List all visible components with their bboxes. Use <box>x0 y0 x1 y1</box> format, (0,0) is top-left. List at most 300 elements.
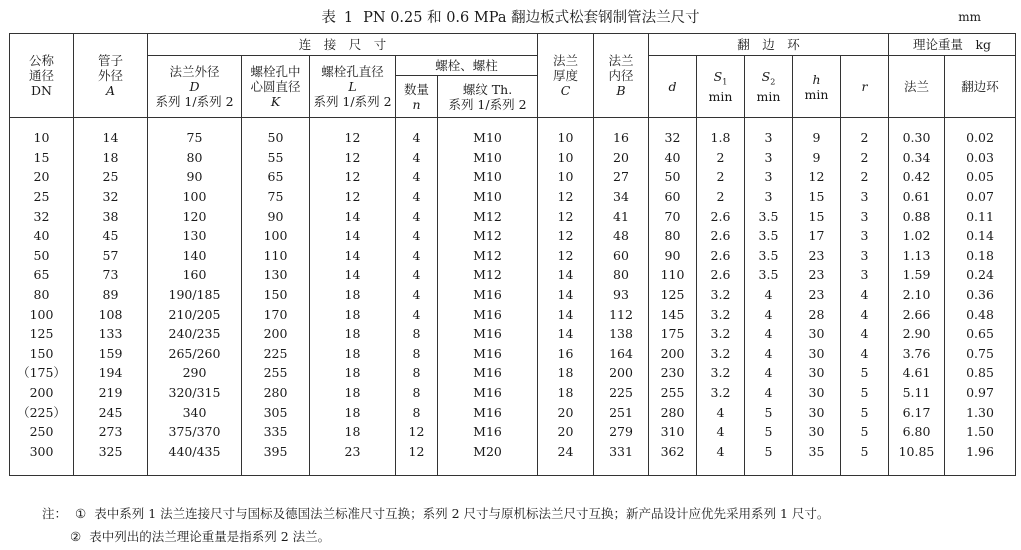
table-cell: 18 <box>310 422 396 442</box>
table-cell: 23 <box>310 442 396 476</box>
table-cell: 0.65 <box>945 324 1016 344</box>
table-row <box>10 363 1016 383</box>
table-cell: 3.5 <box>745 246 793 266</box>
table-cell: 3 <box>841 187 889 207</box>
table-cell: 5 <box>841 422 889 442</box>
header-b: 法兰 内径 B <box>594 34 649 118</box>
table-cell: 0.97 <box>945 383 1016 403</box>
table-cell: 14 <box>310 206 396 226</box>
table-cell: 194 <box>74 363 148 383</box>
table-row <box>10 324 1016 344</box>
table-cell: 27 <box>594 167 649 187</box>
table-cell: 12 <box>396 422 438 442</box>
table-cell: 305 <box>242 402 310 422</box>
table-cell: 50 <box>649 167 697 187</box>
table-cell: 4 <box>841 285 889 305</box>
table-cell: 230 <box>649 363 697 383</box>
table-cell: 4 <box>745 344 793 364</box>
table-cell: M16 <box>438 344 538 364</box>
table-cell: 2.6 <box>697 206 745 226</box>
table-cell: 80 <box>594 265 649 285</box>
table-cell: 18 <box>310 304 396 324</box>
table-cell: 20 <box>10 167 74 187</box>
table-cell: 2 <box>697 148 745 168</box>
table-cell: 325 <box>74 442 148 476</box>
table-cell: 65 <box>242 167 310 187</box>
table-cell: 4 <box>745 304 793 324</box>
table-cell: 395 <box>242 442 310 476</box>
table-cell: （225） <box>10 402 74 422</box>
table-header <box>10 34 1016 118</box>
table-cell: 4.61 <box>889 363 945 383</box>
table-cell: 280 <box>649 402 697 422</box>
table-cell: 14 <box>310 265 396 285</box>
table-cell: 4 <box>697 402 745 422</box>
table-cell: 5 <box>841 383 889 403</box>
header-s1: $S_1$ min <box>697 56 745 118</box>
table-cell: 4 <box>396 187 438 207</box>
table-row <box>10 167 1016 187</box>
table-cell: 18 <box>74 148 148 168</box>
header-thread: 螺纹 Th. 系列 1/系列 2 <box>438 76 538 118</box>
table-cell: 30 <box>793 402 841 422</box>
table-cell: 14 <box>538 285 594 305</box>
table-cell: M16 <box>438 402 538 422</box>
header-l: 螺栓孔直径 L 系列 1/系列 2 <box>310 56 396 118</box>
header-n: 数量 n <box>396 76 438 118</box>
table-cell: 4 <box>396 246 438 266</box>
table-cell: 55 <box>242 148 310 168</box>
table-cell: 300 <box>10 442 74 476</box>
table-cell: 14 <box>538 304 594 324</box>
table-cell: 93 <box>594 285 649 305</box>
table-cell: 25 <box>74 167 148 187</box>
table-cell: 1.02 <box>889 226 945 246</box>
table-cell: 3.2 <box>697 324 745 344</box>
table-cell: 6.80 <box>889 422 945 442</box>
table-cell: 0.88 <box>889 206 945 226</box>
table-cell: 159 <box>74 344 148 364</box>
table-cell: M12 <box>438 226 538 246</box>
table-cell: 20 <box>538 402 594 422</box>
table-cell: 32 <box>10 206 74 226</box>
table-cell: 8 <box>396 383 438 403</box>
header-connection: 连 接 尺 寸 <box>148 34 538 56</box>
table-cell: 15 <box>793 187 841 207</box>
table-cell: 32 <box>649 118 697 148</box>
table-cell: 125 <box>10 324 74 344</box>
table-cell: 12 <box>538 206 594 226</box>
table-cell: 4 <box>396 304 438 324</box>
table-cell: 2.6 <box>697 226 745 246</box>
table-row <box>10 246 1016 266</box>
table-cell: 175 <box>649 324 697 344</box>
table-cell: 0.14 <box>945 226 1016 246</box>
table-cell: 2.10 <box>889 285 945 305</box>
table-cell: 12 <box>538 187 594 207</box>
table-cell: 225 <box>242 344 310 364</box>
table-cell: 112 <box>594 304 649 324</box>
table-cell: 0.30 <box>889 118 945 148</box>
table-cell: 5 <box>745 402 793 422</box>
table-cell: 4 <box>841 304 889 324</box>
table-cell: 80 <box>10 285 74 305</box>
table-cell: M16 <box>438 383 538 403</box>
table-cell: 23 <box>793 285 841 305</box>
table-cell: 14 <box>74 118 148 148</box>
table-cell: 200 <box>242 324 310 344</box>
table-cell: 15 <box>10 148 74 168</box>
table-cell: 89 <box>74 285 148 305</box>
table-cell: 0.42 <box>889 167 945 187</box>
table-cell: 110 <box>649 265 697 285</box>
table-cell: 150 <box>10 344 74 364</box>
table-cell: 251 <box>594 402 649 422</box>
table-row <box>10 285 1016 305</box>
table-cell: 38 <box>74 206 148 226</box>
table-cell: 80 <box>649 226 697 246</box>
table-cell: 310 <box>649 422 697 442</box>
table-row <box>10 402 1016 422</box>
table-cell: 219 <box>74 383 148 403</box>
table-cell: 14 <box>310 226 396 246</box>
title-label: 表 <box>321 10 336 26</box>
table-cell: 362 <box>649 442 697 476</box>
table-cell: 1.96 <box>945 442 1016 476</box>
table-cell: （175） <box>10 363 74 383</box>
table-cell: 12 <box>310 167 396 187</box>
table-cell: 4 <box>396 285 438 305</box>
table-cell: 30 <box>793 344 841 364</box>
table-cell: 8 <box>396 402 438 422</box>
table-cell: 0.03 <box>945 148 1016 168</box>
table-cell: 18 <box>310 383 396 403</box>
header-flange-od: 法兰外径 D 系列 1/系列 2 <box>148 56 242 118</box>
title-number: 1 <box>343 10 354 26</box>
unit-label: mm <box>958 10 981 24</box>
table-cell: 90 <box>242 206 310 226</box>
table-cell: 210/205 <box>148 304 242 324</box>
table-cell: 3.2 <box>697 363 745 383</box>
table-cell: 3.76 <box>889 344 945 364</box>
table-cell: 12 <box>793 167 841 187</box>
table-cell: 3.2 <box>697 383 745 403</box>
table-cell: 290 <box>148 363 242 383</box>
table-cell: 4 <box>745 363 793 383</box>
table-cell: 12 <box>538 246 594 266</box>
table-cell: 0.18 <box>945 246 1016 266</box>
table-cell: M10 <box>438 118 538 148</box>
table-cell: 138 <box>594 324 649 344</box>
table-cell: 3.5 <box>745 206 793 226</box>
table-cell: 12 <box>310 187 396 207</box>
table-cell: 3 <box>841 206 889 226</box>
table-cell: 30 <box>793 383 841 403</box>
table-cell: 9 <box>793 118 841 148</box>
table-cell: 1.30 <box>945 402 1016 422</box>
table-cell: 18 <box>538 383 594 403</box>
header-weight: 理论重量 kg <box>889 34 1016 56</box>
table-cell: 245 <box>74 402 148 422</box>
table-cell: M10 <box>438 148 538 168</box>
note-prefix: 注： <box>42 506 68 521</box>
table-cell: 28 <box>793 304 841 324</box>
table-cell: 70 <box>649 206 697 226</box>
table-cell: 331 <box>594 442 649 476</box>
table-cell: 4 <box>841 324 889 344</box>
table-cell: 32 <box>74 187 148 207</box>
table-cell: 10 <box>538 118 594 148</box>
table-cell: 75 <box>242 187 310 207</box>
table-cell: 40 <box>10 226 74 246</box>
table-cell: 30 <box>793 324 841 344</box>
table-cell: 12 <box>310 118 396 148</box>
table-cell: 4 <box>745 383 793 403</box>
table-cell: 12 <box>396 442 438 476</box>
table-cell: M12 <box>438 246 538 266</box>
table-cell: 48 <box>594 226 649 246</box>
table-cell: 5 <box>745 442 793 476</box>
table-cell: 14 <box>310 246 396 266</box>
table-cell: 50 <box>242 118 310 148</box>
header-dn: 公称 通径 DN <box>10 34 74 118</box>
table-cell: 8 <box>396 344 438 364</box>
table-cell: M12 <box>438 265 538 285</box>
table-cell: 9 <box>793 148 841 168</box>
table-cell: M16 <box>438 324 538 344</box>
table-cell: 3.2 <box>697 304 745 324</box>
table-row <box>10 118 1016 148</box>
table-row <box>10 206 1016 226</box>
table-cell: 255 <box>242 363 310 383</box>
table-cell: M16 <box>438 304 538 324</box>
table-cell: 12 <box>538 226 594 246</box>
table-cell: 35 <box>793 442 841 476</box>
table-cell: M20 <box>438 442 538 476</box>
table-cell: 50 <box>10 246 74 266</box>
table-cell: 145 <box>649 304 697 324</box>
table-cell: 14 <box>538 265 594 285</box>
note-2 <box>70 527 330 545</box>
table-cell: 170 <box>242 304 310 324</box>
table-cell: 320/315 <box>148 383 242 403</box>
table-cell: 3.2 <box>697 344 745 364</box>
table-row <box>10 442 1016 476</box>
table-cell: 440/435 <box>148 442 242 476</box>
table-cell: 280 <box>242 383 310 403</box>
table-cell: 340 <box>148 402 242 422</box>
table-cell: 2 <box>841 148 889 168</box>
table-cell: 73 <box>74 265 148 285</box>
table-cell: 110 <box>242 246 310 266</box>
table-row <box>10 187 1016 207</box>
table-cell: 18 <box>310 285 396 305</box>
table-cell: 20 <box>594 148 649 168</box>
title-text: PN 0.25 和 0.6 MPa 翻边板式松套钢制管法兰尺寸 <box>363 10 700 26</box>
table-cell: 125 <box>649 285 697 305</box>
table-cell: 1.8 <box>697 118 745 148</box>
table-row <box>10 304 1016 324</box>
table-cell: 164 <box>594 344 649 364</box>
table-cell: 0.48 <box>945 304 1016 324</box>
table-cell: 18 <box>310 324 396 344</box>
table-cell: 4 <box>841 344 889 364</box>
table-cell: 100 <box>10 304 74 324</box>
note-1-text: 表中系列 1 法兰连接尺寸与国标及德国法兰标准尺寸互换；系列 2 尺寸与原机标法兰尺寸互换；新产品设计应优先采用系列 1 尺寸。 <box>94 506 830 521</box>
table-cell: 5 <box>841 402 889 422</box>
table-cell: 40 <box>649 148 697 168</box>
header-s2: $S_2$ min <box>745 56 793 118</box>
header-c: 法兰 厚度 C <box>538 34 594 118</box>
table-cell: 5 <box>841 363 889 383</box>
table-row <box>10 422 1016 442</box>
table-cell: 3 <box>745 167 793 187</box>
header-a: 管子 外径 A <box>74 34 148 118</box>
table-cell: 240/235 <box>148 324 242 344</box>
table-cell: 60 <box>594 246 649 266</box>
table-cell: 3 <box>841 246 889 266</box>
table-cell: 90 <box>649 246 697 266</box>
table-cell: 4 <box>396 265 438 285</box>
table-cell: 15 <box>793 206 841 226</box>
table-cell: 225 <box>594 383 649 403</box>
table-row <box>10 148 1016 168</box>
table-cell: 10.85 <box>889 442 945 476</box>
table-cell: 3 <box>745 148 793 168</box>
table-cell: 250 <box>10 422 74 442</box>
table-cell: 24 <box>538 442 594 476</box>
header-h: h min <box>793 56 841 118</box>
table-cell: 279 <box>594 422 649 442</box>
table-cell: 8 <box>396 324 438 344</box>
table-cell: 8 <box>396 363 438 383</box>
table-cell: 4 <box>745 324 793 344</box>
flange-dimension-table <box>9 33 1016 476</box>
table-title <box>0 6 1021 27</box>
table-cell: 23 <box>793 246 841 266</box>
table-cell: 23 <box>793 265 841 285</box>
table-cell: 200 <box>594 363 649 383</box>
table-cell: 265/260 <box>148 344 242 364</box>
table-cell: 57 <box>74 246 148 266</box>
table-cell: 17 <box>793 226 841 246</box>
table-cell: 18 <box>538 363 594 383</box>
table-cell: 375/370 <box>148 422 242 442</box>
table-cell: 60 <box>649 187 697 207</box>
table-cell: 273 <box>74 422 148 442</box>
table-cell: 4 <box>396 226 438 246</box>
table-cell: 4 <box>396 148 438 168</box>
table-cell: 4 <box>697 422 745 442</box>
table-cell: 130 <box>242 265 310 285</box>
table-cell: 4 <box>396 167 438 187</box>
table-cell: 3 <box>841 265 889 285</box>
table-cell: M12 <box>438 206 538 226</box>
table-cell: 2.66 <box>889 304 945 324</box>
table-cell: 4 <box>745 285 793 305</box>
table-cell: 45 <box>74 226 148 246</box>
table-cell: 2 <box>841 167 889 187</box>
table-cell: 100 <box>148 187 242 207</box>
note-2-mark: ② <box>70 529 82 544</box>
table-cell: 20 <box>538 422 594 442</box>
table-cell: 6.17 <box>889 402 945 422</box>
table-cell: 0.75 <box>945 344 1016 364</box>
table-cell: M16 <box>438 363 538 383</box>
table-cell: 255 <box>649 383 697 403</box>
table-cell: 10 <box>538 148 594 168</box>
table-cell: 30 <box>793 363 841 383</box>
header-r: r <box>841 56 889 118</box>
table-cell: 3 <box>841 226 889 246</box>
table-cell: 2 <box>697 167 745 187</box>
table-cell: M10 <box>438 167 538 187</box>
table-cell: 4 <box>396 206 438 226</box>
table-cell: 0.85 <box>945 363 1016 383</box>
table-cell: 100 <box>242 226 310 246</box>
table-cell: 12 <box>310 148 396 168</box>
table-cell: 18 <box>310 344 396 364</box>
table-row <box>10 265 1016 285</box>
table-cell: 3.5 <box>745 226 793 246</box>
table-cell: 2 <box>697 187 745 207</box>
table-cell: 4 <box>396 118 438 148</box>
table-cell: 1.50 <box>945 422 1016 442</box>
table-cell: 150 <box>242 285 310 305</box>
table-cell: 140 <box>148 246 242 266</box>
table-cell: 108 <box>74 304 148 324</box>
table-cell: 10 <box>538 167 594 187</box>
table-cell: 75 <box>148 118 242 148</box>
table-cell: 1.59 <box>889 265 945 285</box>
table-row <box>10 226 1016 246</box>
table-cell: 3 <box>745 187 793 207</box>
table-cell: 3.5 <box>745 265 793 285</box>
header-k: 螺栓孔中 心圆直径 K <box>242 56 310 118</box>
table-cell: 16 <box>594 118 649 148</box>
table-cell: 133 <box>74 324 148 344</box>
header-flange-ring: 翻 边 环 <box>649 34 889 56</box>
table-cell: 80 <box>148 148 242 168</box>
table-body <box>10 118 1016 476</box>
header-bolts: 螺栓、螺柱 <box>396 56 538 76</box>
header-weight-flange: 法兰 <box>889 56 945 118</box>
table-cell: 4 <box>697 442 745 476</box>
table-cell: 18 <box>310 402 396 422</box>
table-cell: 1.13 <box>889 246 945 266</box>
table-cell: 160 <box>148 265 242 285</box>
table-cell: 30 <box>793 422 841 442</box>
table-cell: 41 <box>594 206 649 226</box>
table-cell: M10 <box>438 187 538 207</box>
table-cell: 18 <box>310 363 396 383</box>
table-cell: 34 <box>594 187 649 207</box>
table-cell: 3.2 <box>697 285 745 305</box>
table-cell: 2 <box>841 118 889 148</box>
table-row <box>10 344 1016 364</box>
table-cell: 200 <box>649 344 697 364</box>
table-cell: 130 <box>148 226 242 246</box>
table-cell: 14 <box>538 324 594 344</box>
table-cell: 16 <box>538 344 594 364</box>
table-cell: 0.07 <box>945 187 1016 207</box>
table-cell: 0.36 <box>945 285 1016 305</box>
table-cell: 120 <box>148 206 242 226</box>
table-cell: 0.05 <box>945 167 1016 187</box>
table-cell: 5.11 <box>889 383 945 403</box>
table-cell: 0.24 <box>945 265 1016 285</box>
table-cell: 5 <box>745 422 793 442</box>
